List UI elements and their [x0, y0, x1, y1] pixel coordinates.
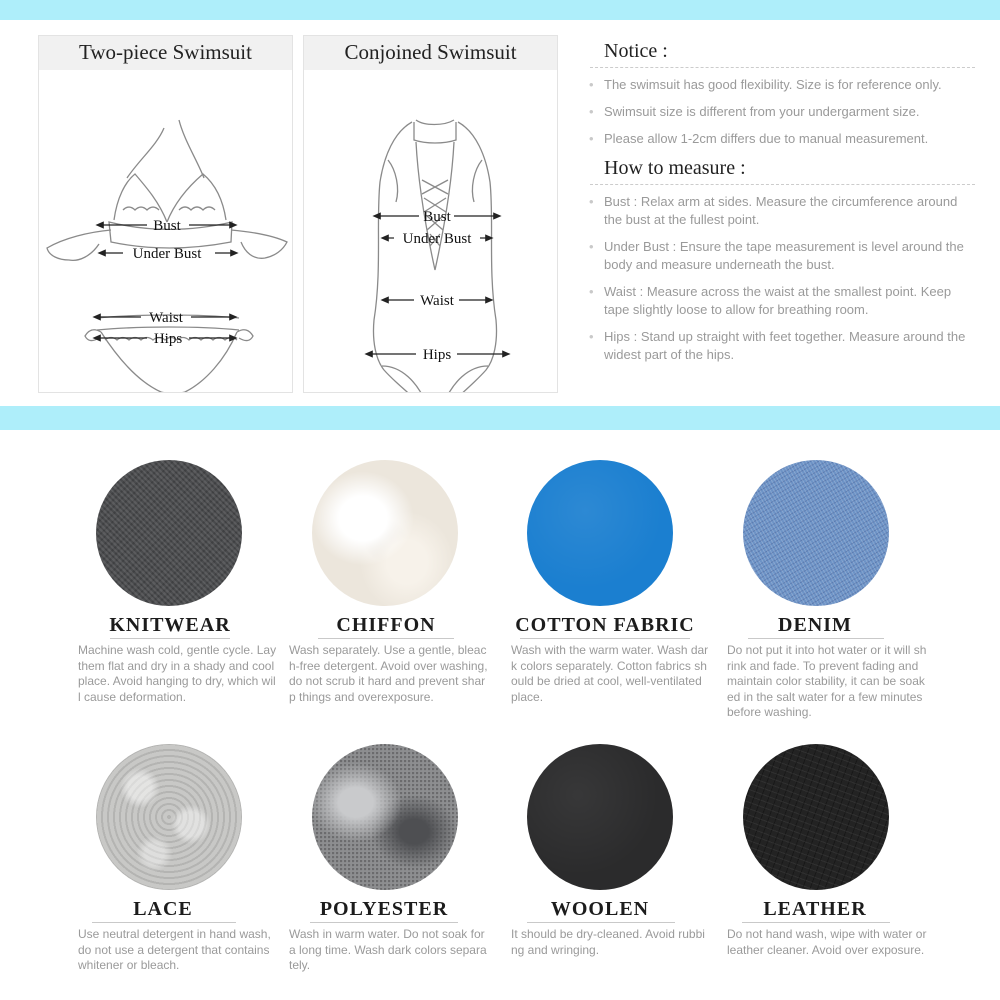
- leather-underline: [742, 922, 890, 923]
- lace-underline: [92, 922, 236, 923]
- polyester-swatch: [312, 744, 458, 890]
- measure-item-under-bust: • Under Bust : Ensure the tape measurement is level around the body and measure underneath the bust.: [604, 238, 975, 274]
- cotton-fabric-care: Wash with the warm water. Wash dark colors separately. Cotton fabrics should be dried at cool, well-ventilated place.: [511, 643, 709, 704]
- notice-item: • Please allow 1-2cm differs due to manual measurement.: [604, 130, 975, 148]
- measure-item-bust: • Bust : Relax arm at sides. Measure the circumference around the bust at the fullest point.: [604, 193, 975, 229]
- leather-name: LEATHER: [763, 898, 867, 920]
- measure-item-waist: • Waist : Measure across the waist at the smallest point. Keep tape slightly loose to allow for breathing room.: [604, 283, 975, 319]
- lace-name: LACE: [133, 898, 193, 920]
- leather-care: Do not hand wash, wipe with water or leather cleaner. Avoid over exposure.: [727, 927, 927, 957]
- leather-swatch: [743, 744, 889, 890]
- denim-underline: [748, 638, 884, 639]
- chiffon-underline: [318, 638, 454, 639]
- cotton-fabric-name: COTTON FABRIC: [515, 614, 695, 636]
- notice-item: • The swimsuit has good flexibility. Size is for reference only.: [604, 76, 975, 94]
- polyester-name: POLYESTER: [319, 898, 449, 920]
- conjoined-title: Conjoined Swimsuit: [304, 36, 557, 70]
- denim-swatch: [743, 460, 889, 606]
- polyester-underline: [310, 922, 458, 923]
- two-piece-under-bust-label: Under Bust: [132, 246, 202, 262]
- knitwear-underline: [110, 638, 230, 639]
- two-piece-size-panel: [38, 35, 293, 393]
- two-piece-waist-label: Waist: [149, 310, 183, 326]
- how-to-measure-list: [590, 193, 975, 364]
- conjoined-size-panel: [303, 35, 558, 393]
- top-accent-band: [0, 0, 1000, 20]
- woolen-care: It should be dry-cleaned. Avoid rubbing and wringing.: [511, 927, 705, 957]
- woolen-underline: [527, 922, 675, 923]
- woolen-name: WOOLEN: [550, 898, 650, 920]
- chiffon-swatch: [312, 460, 458, 606]
- conjoined-waist-label: Waist: [420, 293, 454, 309]
- size-notes: [590, 40, 975, 373]
- how-to-measure-heading: How to measure :: [590, 157, 975, 185]
- knitwear-swatch: [96, 460, 242, 606]
- notice-heading: Notice :: [590, 40, 975, 68]
- cotton-fabric-underline: [520, 638, 690, 639]
- conjoined-bust-label: Bust: [423, 209, 451, 225]
- measure-item-hips: • Hips : Stand up straight with feet together. Measure around the widest part of the hips.: [604, 328, 975, 364]
- denim-care: Do not put it into hot water or it will shrink and fade. To prevent fading and maintain color stability, it can be soaked in the salt water for a few minutes before washing.: [727, 643, 927, 719]
- lace-care: Use neutral detergent in hand wash, do not use a detergent that contains whitener or bleach.: [78, 927, 271, 972]
- denim-name: DENIM: [778, 614, 852, 636]
- chiffon-care: Wash separately. Use a gentle, bleach-free detergent. Avoid over washing, do not scrub it hard and prevent sharp things and overexposure.: [289, 643, 488, 704]
- knitwear-care: Machine wash cold, gentle cycle. Lay them flat and dry in a shady and cool place. Avoid hanging to dry, which will cause deformation.: [78, 643, 277, 704]
- knitwear-name: KNITWEAR: [109, 614, 231, 636]
- cotton-fabric-swatch: [527, 460, 673, 606]
- chiffon-name: CHIFFON: [336, 614, 436, 636]
- two-piece-bust-label: Bust: [153, 218, 181, 234]
- conjoined-illustration: [304, 70, 557, 392]
- woolen-swatch: [527, 744, 673, 890]
- notice-list: [590, 76, 975, 148]
- conjoined-hips-label: Hips: [422, 347, 452, 363]
- polyester-care: Wash in warm water. Do not soak for a long time. Wash dark colors separately.: [289, 927, 487, 972]
- section-divider-band: [0, 406, 1000, 430]
- two-piece-illustration: [39, 70, 292, 392]
- notice-item: • Swimsuit size is different from your undergarment size.: [604, 103, 975, 121]
- conjoined-under-bust-label: Under Bust: [402, 231, 472, 247]
- lace-swatch: [96, 744, 242, 890]
- two-piece-hips-label: Hips: [153, 331, 183, 347]
- two-piece-title: Two-piece Swimsuit: [39, 36, 292, 70]
